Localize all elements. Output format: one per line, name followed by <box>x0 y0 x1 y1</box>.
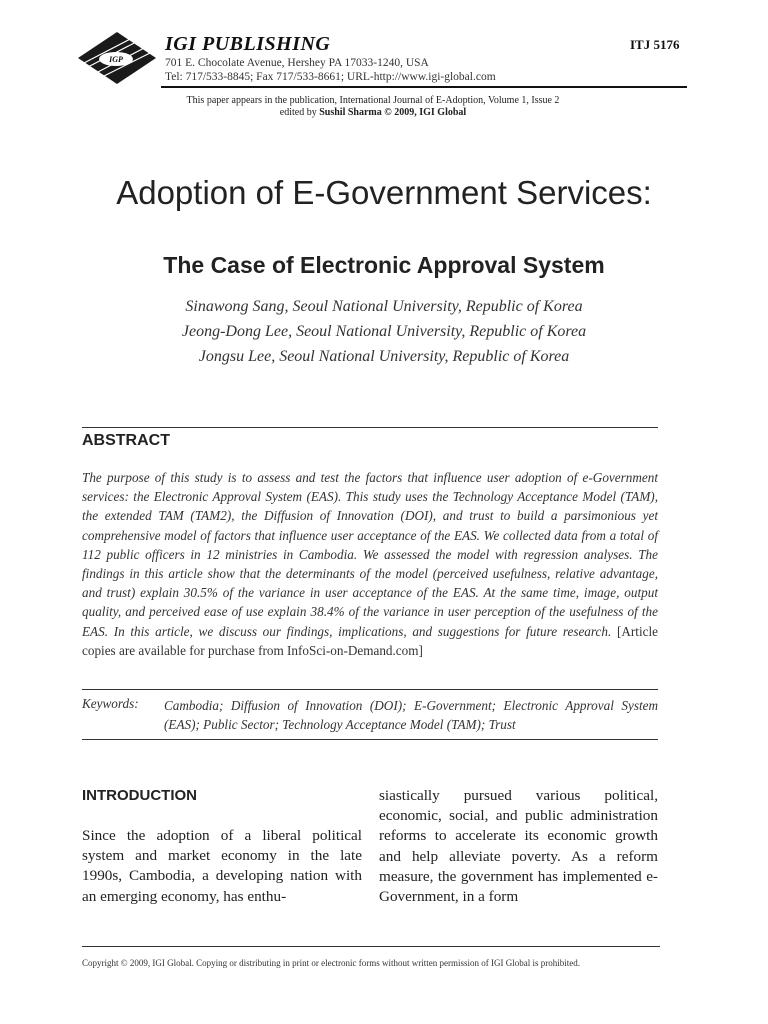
header-rule <box>161 86 687 88</box>
publisher-logo <box>76 30 158 86</box>
publisher-address: 701 E. Chocolate Avenue, Hershey PA 17033-1240, USA <box>165 57 429 69</box>
introduction-left-column: Since the adoption of a liberal political system and market economy in the late 1990s, Cambodia, a developing nation with an emerging economy, has enthu- <box>82 827 362 905</box>
abstract-text: The purpose of this study is to assess and test the factors that influence user adoption of e-Government services: the Electronic Approval System (EAS). This study uses the Technology Acceptance Model (TAM), the extended TAM (TAM2), the Diffusion of Innovation (DOI), and trust to build a parsimonious yet comprehensive model of factors that influence user acceptance of the EAS. We collected data from a total of 112 public officers in 12 ministries in Cambodia. We assessed the model with regression analyses. The findings in this article show that the determinants of the model (perceived usefulness, relative advantage, and trust) explain 30.5% of the variance in user acceptance of the EAS. At the same time, image, output quality, and perceived ease of use explain 38.4% of the variance in user perception of the usefulness of the EAS. In this article, we discuss our findings, implications, and suggestions for future research. <box>82 470 658 639</box>
introduction-right-column: siastically pursued various political, economic, social, and public administration reforms to accelerate its economic growth and help alleviate poverty. As a reform measure, the government has implemented e-Government, in a form <box>379 787 658 906</box>
author-line: Jongsu Lee, Seoul National University, Republic of Korea <box>198 348 570 365</box>
publication-note-prefix: edited by <box>279 107 320 118</box>
introduction-heading: INTRODUCTION <box>82 787 197 804</box>
abstract-heading: ABSTRACT <box>82 432 170 449</box>
keywords-text: Cambodia; Diffusion of Innovation (DOI); E-Government; Electronic Approval System (EAS); Public Sector; Technology Acceptance Model (TAM); Trust <box>164 698 658 732</box>
abstract-note: [Article copies are available for purchase from InfoSci-on-Demand.com] <box>82 623 659 658</box>
publication-note-line1: This paper appears in the publication, International Journal of E-Adoption, Volume 1, Issue 2 <box>186 95 560 106</box>
publication-note-line2 <box>150 107 596 119</box>
abstract-top-rule <box>82 427 658 428</box>
publication-note <box>150 95 596 119</box>
svg-text:IGP: IGP <box>109 55 123 64</box>
publication-note-editor: Sushil Sharma © 2009, IGI Global <box>319 107 467 118</box>
publisher-name: IGI PUBLISHING <box>165 33 331 55</box>
author-line: Sinawong Sang, Seoul National University, Republic of Korea <box>185 298 583 315</box>
article-subtitle: The Case of Electronic Approval System <box>163 252 605 278</box>
author-line: Jeong-Dong Lee, Seoul National University, Republic of Korea <box>181 323 587 340</box>
publisher-contact: Tel: 717/533-8845; Fax 717/533-8661; URL-http://www.igi-global.com <box>165 71 496 83</box>
copyright-notice: Copyright © 2009, IGI Global. Copying or distributing in print or electronic forms without written permission of IGI Global is prohibited. <box>82 958 581 968</box>
article-title: Adoption of E-Government Services: <box>116 174 652 211</box>
keywords-label: Keywords: <box>82 696 139 711</box>
abstract-body <box>82 468 658 660</box>
article-code: ITJ 5176 <box>630 37 680 52</box>
keywords-top-rule <box>82 689 658 690</box>
footer-rule <box>82 946 660 947</box>
keywords-bottom-rule <box>82 739 658 740</box>
